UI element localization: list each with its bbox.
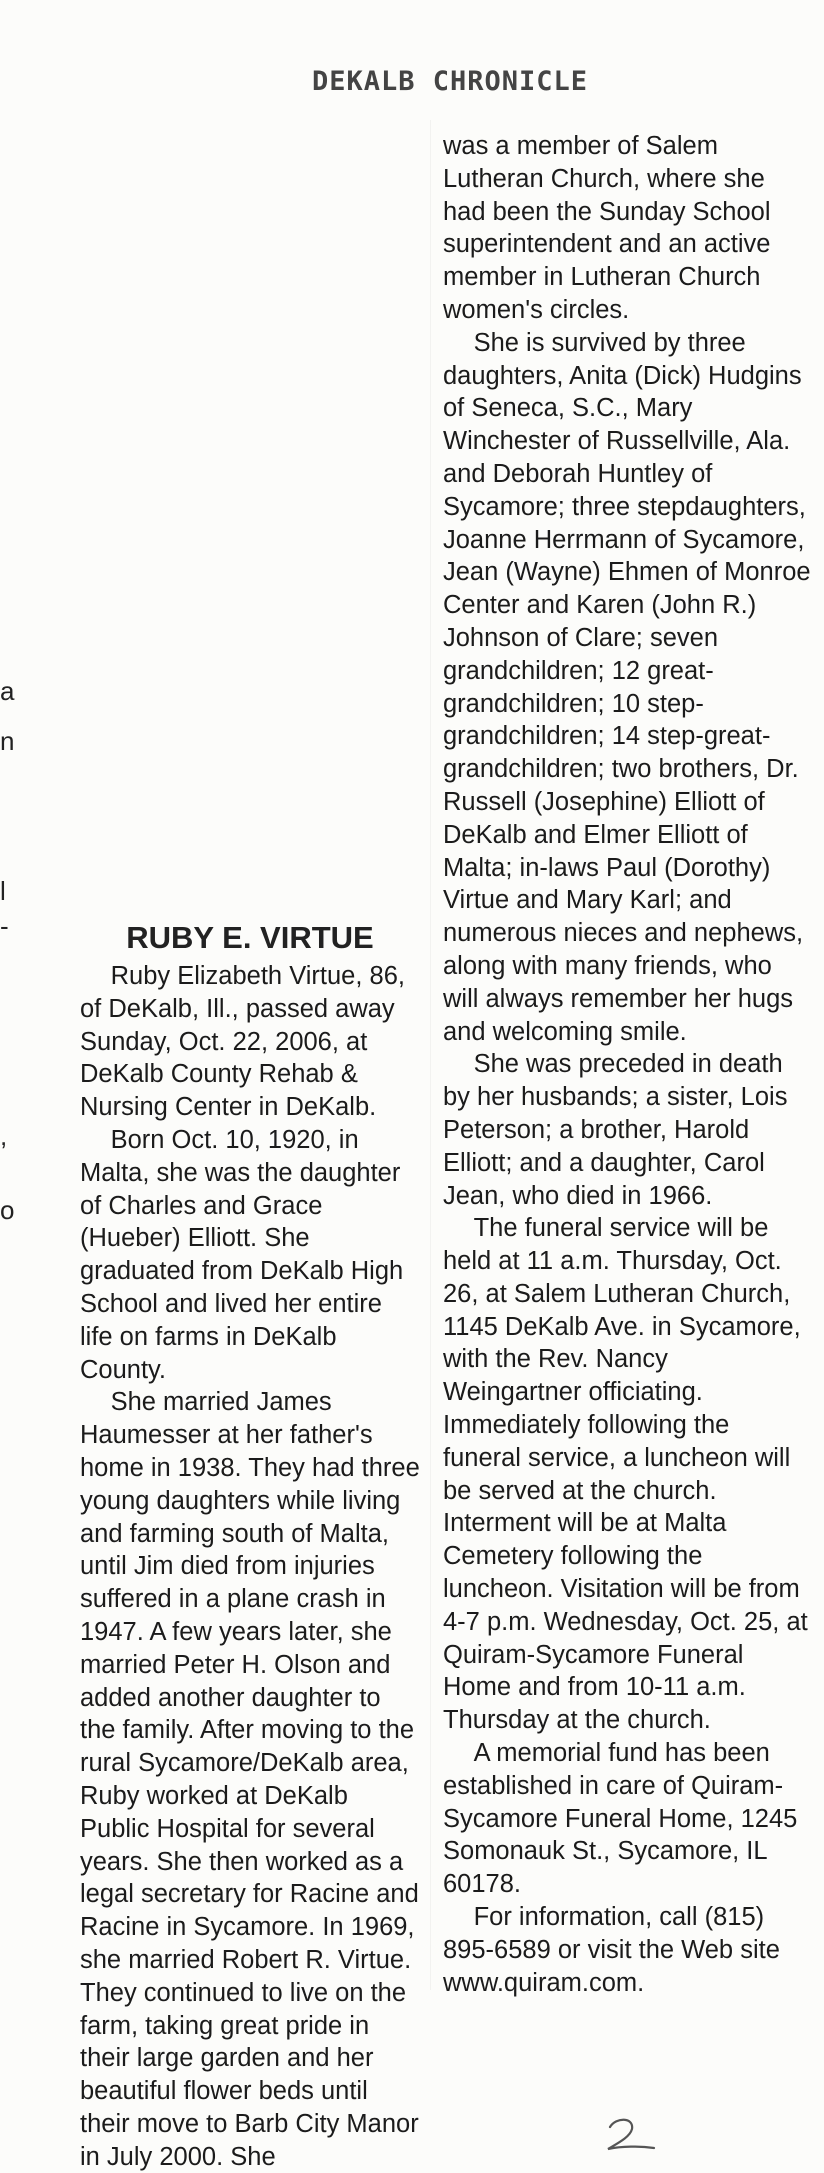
paragraph: She was preceded in death by her husbands; a sister, Lois Peterson; a brother, Harold Elliott; and a daughter, Carol Jean, who died in 1966. [443,1050,788,1210]
clipped-margin-text [0,0,20,2169]
paragraph: A memorial fund has been established in care of Quiram-Sycamore Funeral Home, 1245 Somonauk St., Sycamore, IL 60178. [443,1739,798,1899]
obituary-left-column [80,918,420,2173]
margin-mark: a [0,676,15,706]
paragraph: Born Oct. 10, 1920, in Malta, she was the daughter of Charles and Grace (Hueber) Elliott. She graduated from DeKalb High School and lived her entire life on farms in DeKalb County. [80,1125,404,1384]
margin-mark: l [0,876,6,906]
margin-mark: n [0,726,15,756]
obituary-heading: RUBY E. VIRTUE [126,920,374,955]
paragraph: The funeral service will be held at 11 a.m. Thursday, Oct. 26, at Salem Lutheran Church, 1145 DeKalb Ave. in Sycamore, with the Rev. Nancy Weingartner officiating. Immediately following the funeral service, a luncheon will be served at the church. Interment will be at Malta Cemetery following the luncheon. Visitation will be from 4-7 p.m. Wednesday, Oct. 25, at Quiram-Sycamore Funeral Home and from 10-11 a.m. Thursday at the church. [443,1214,808,1735]
handwritten-page-number-2 [600,2115,660,2155]
newspaper-stamp: DEKALB CHRONICLE [311,66,589,97]
paragraph: She married James Haumesser at her father's home in 1938. They had three young daughters while living and farming south of Malta, until Jim died from injuries suffered in a plane crash in 1947. A few years later, she married Peter H. Olson and added another daughter to the family. After moving to the rural Sycamore/DeKalb area, Ruby worked at DeKalb Public Hospital for several years. She then worked as a legal secretary for Racine and Racine in Sycamore. In 1969, she married Robert R. Virtue. They continued to live on the farm, taking great pride in their large garden and her beautiful flower beds until their move to Barb City Manor in July 2000. She [80,1388,420,2171]
margin-mark: o [0,1195,15,1225]
paragraph: She is survived by three daughters, Anita (Dick) Hudgins of Seneca, S.C., Mary Winchester of Russellville, Ala. and Deborah Huntley of Sycamore; three stepdaughters, Joanne Herrmann of Sycamore, Jean (Wayne) Ehmen of Monroe Center and Karen (John R.) Johnson of Clare; seven grandchildren; 12 great-grandchildren; 10 step-grandchildren; 14 step-great-grandchildren; two brothers, Dr. Russell (Josephine) Elliott of DeKalb and Elmer Elliott of Malta; in-laws Paul (Dorothy) Virtue and Mary Karl; and numerous nieces and nephews, along with many friends, who will always remember her hugs and welcoming smile. [443,328,811,1046]
margin-mark: - [0,911,9,941]
obituary-right-column [443,130,813,1999]
column-divider [430,120,431,1990]
paragraph: For information, call (815) 895-6589 or visit the Web site www.quiram.com. [443,1903,780,1997]
paragraph: was a member of Salem Lutheran Church, where she had been the Sunday School superintendent and an active member in Lutheran Church women's circles. [443,132,771,324]
margin-mark: , [0,1121,8,1151]
paragraph: Ruby Elizabeth Virtue, 86, of DeKalb, Ill., passed away Sunday, Oct. 22, 2006, at DeKalb County Rehab & Nursing Center in DeKalb. [80,962,405,1122]
